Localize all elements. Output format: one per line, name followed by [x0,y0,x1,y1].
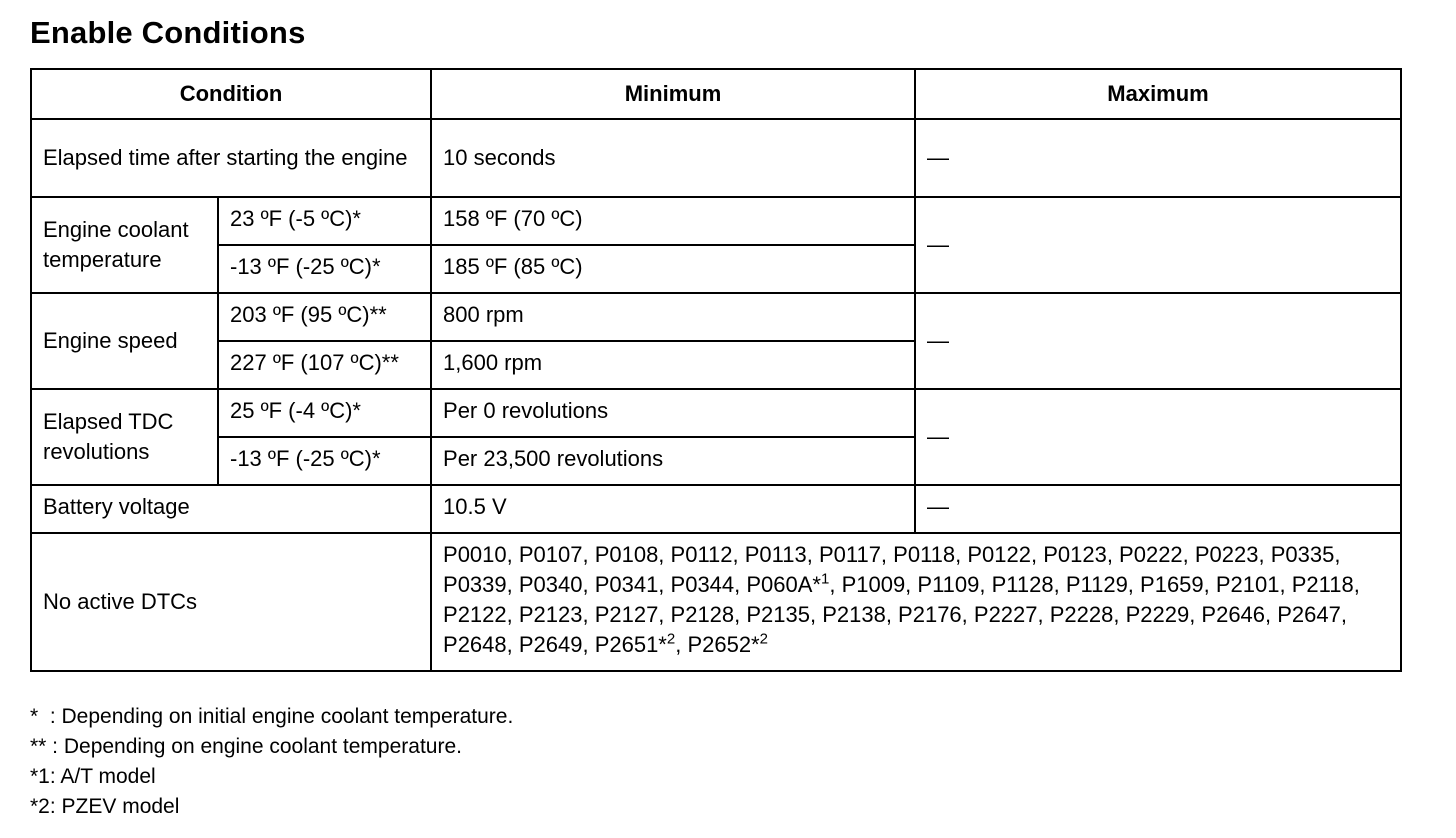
table-row [31,485,1401,533]
tdc-minimum-1: Per 0 revolutions [431,389,915,437]
maximum-battery-voltage: — [915,485,1401,533]
maximum-speed: — [915,293,1401,389]
page-title: Enable Conditions [30,15,306,50]
minimum-battery-voltage: 10.5 V [431,485,915,533]
maximum-coolant: — [915,197,1401,293]
condition-coolant-temperature: Engine coolant temperature [31,197,218,293]
maximum-tdc: — [915,389,1401,485]
footnotes [30,702,513,822]
enable-conditions-table [30,68,1402,672]
dtc-codes-part-3: , P2652* [675,632,760,657]
footnote: *2: PZEV model [30,795,180,818]
table-row [31,119,1401,197]
speed-sub-1: 203 ºF (95 ºC)** [218,293,431,341]
dtc-footnote-2: 2 [666,630,676,648]
dtc-codes-part-1: P0010, P0107, P0108, P0112, P0113, P0117, P0118, P0122, P0123, P0222, P0223, P0335, P0339, P0340, P0341, P0344, P060A* [443,542,1341,597]
coolant-sub-1: 23 ºF (-5 ºC)* [218,197,431,245]
header-condition: Condition [31,69,431,119]
coolant-minimum-2: 185 ºF (85 ºC) [431,245,915,293]
footnote: *1: A/T model [30,765,156,788]
minimum-elapsed-time: 10 seconds [431,119,915,197]
speed-minimum-2: 1,600 rpm [431,341,915,389]
tdc-sub-2: -13 ºF (-25 ºC)* [218,437,431,485]
dtc-codes-part-2: , P1009, P1109, P1128, P1129, P1659, P2101, P2118, P2122, P2123, P2127, P2128, P2135, P2138, P2176, P2227, P2228, P2229, P2646, P2647, P2648, P2649, P2651* [443,572,1360,657]
footnote: * : Depending on initial engine coolant temperature. [30,705,514,728]
maximum-elapsed-time: — [915,119,1401,197]
header-maximum: Maximum [915,69,1401,119]
condition-battery-voltage: Battery voltage [31,485,431,533]
dtc-footnote-3: 2 [759,630,768,648]
table-row [31,389,1401,437]
condition-no-active-dtcs: No active DTCs [31,533,431,671]
coolant-sub-2: -13 ºF (-25 ºC)* [218,245,431,293]
dtc-code-list [431,533,1401,671]
tdc-sub-1: 25 ºF (-4 ºC)* [218,389,431,437]
table-row [31,533,1401,671]
speed-minimum-1: 800 rpm [431,293,915,341]
footnote: ** : Depending on engine coolant temperature. [30,735,462,758]
table-row [31,197,1401,245]
speed-sub-2: 227 ºF (107 ºC)** [218,341,431,389]
table-header-row [31,69,1401,119]
condition-engine-speed: Engine speed [31,293,218,389]
header-minimum: Minimum [431,69,915,119]
condition-tdc-revolutions: Elapsed TDC revolutions [31,389,218,485]
coolant-minimum-1: 158 ºF (70 ºC) [431,197,915,245]
dtc-footnote-1: 1 [821,570,830,588]
condition-elapsed-time: Elapsed time after starting the engine [31,119,431,197]
table-row [31,293,1401,341]
tdc-minimum-2: Per 23,500 revolutions [431,437,915,485]
